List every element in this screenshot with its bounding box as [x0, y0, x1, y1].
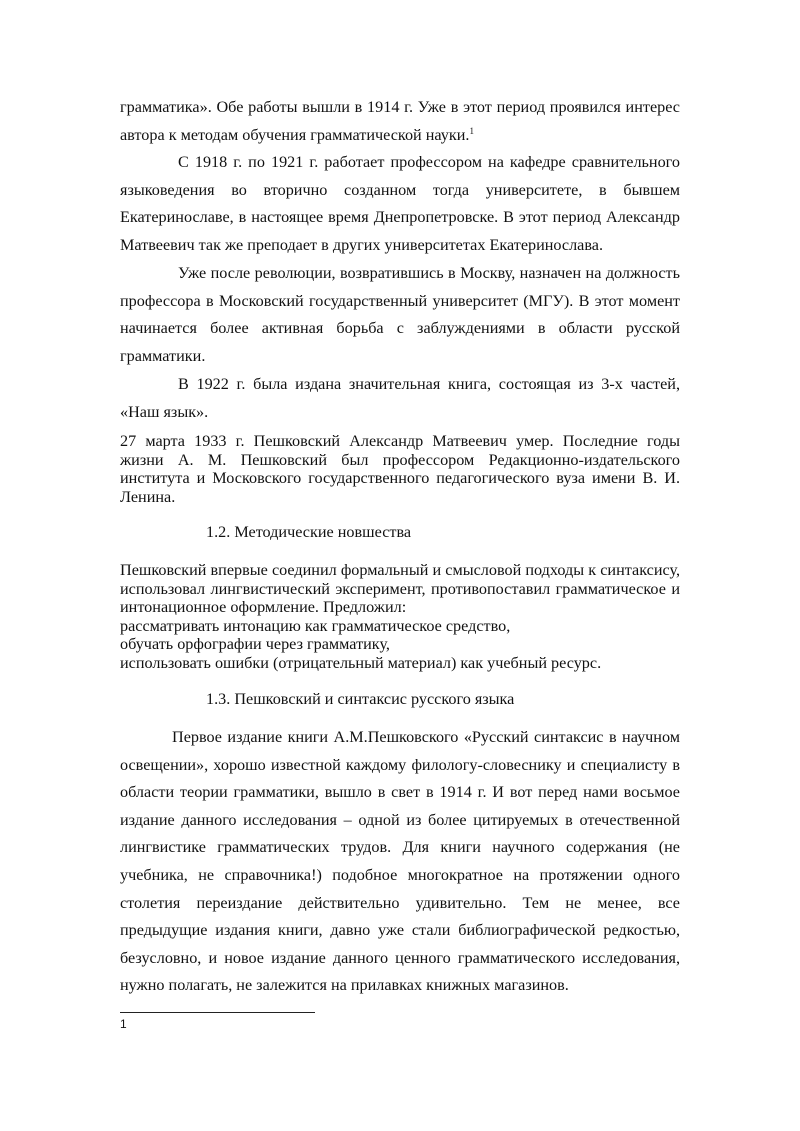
paragraph-nash-yazyk: В 1922 г. была издана значительная книга, состоящая из 3-х частей, «Наш язык».: [120, 375, 680, 421]
footnote-separator: [120, 1012, 315, 1013]
list-item: обучать орфографии через грамматику,: [120, 635, 390, 654]
paragraph-text: грамматика». Обе работы вышли в 1914 г. Уже в этот период проявился интерес автора к методам обучения грамматической науки.: [120, 98, 680, 144]
list-item: рассматривать интонацию как грамматическое средство,: [120, 616, 511, 635]
paragraph-death: 27 марта 1933 г. Пешковский Александр Матвеевич умер. Последние годы жизни А. М. Пешковский был профессором Редакционно-издательского института и Московского государственного педагогического вуза имени В. И. Ленина.: [120, 432, 680, 506]
paragraph-russian-syntax: Первое издание книги А.М.Пешковского «Русский синтаксис в научном освещении», хорошо известной каждому филологу-словеснику и специалисту в области теории грамматики, вышло в свет в 1914 г. И вот перед нами восьмое издание данного исследования – одной из более цитируемых в отечественной лингвистике грамматических трудов. Для книги научного содержания (не учебника, не справочника!) подобное многократное на протяжении одного столетия переиздание действительно удивительно. Тем не менее, все предыдущие издания книги, давно уже стали библиографической редкостью, безусловно, и новое издание данного ценного грамматического исследования, нужно полагать, не залежится на прилавках книжных магазинов.: [120, 728, 680, 995]
section-heading-1-2: 1.2. Методические новшества: [206, 523, 412, 541]
section-heading-1-3: 1.3. Пешковский и синтаксис русского языка: [206, 690, 515, 708]
footnote-reference[interactable]: 1: [469, 125, 474, 136]
list-item: использовать ошибки (отрицательный материал) как учебный ресурс.: [120, 653, 602, 672]
paragraph-text: Пешковский впервые соединил формальный и смысловой подходы к синтаксису, использовал лингвистический эксперимент, противопоставил грамматическое и интонационное оформление. Предложил:: [120, 561, 680, 617]
paragraph-moscow-university: Уже после революции, возвратившись в Москву, назначен на должность профессора в Московский государственный университет (МГУ). В этот момент начинается более активная борьба с заблуждениями в области русской грамматики.: [120, 264, 680, 365]
footnote-number: 1: [120, 1017, 127, 1031]
paragraph-works-published: [120, 94, 680, 149]
paragraph-methodical-innovations: [120, 561, 680, 673]
paragraph-ekaterinoslav: С 1918 г. по 1921 г. работает профессором на кафедре сравнительного языковедения во вторично созданном тогда университете, в бывшем Екатеринославе, в настоящее время Днепропетровске. В этот период Александр Матвеевич так же преподает в других университетах Екатеринослава.: [120, 153, 680, 254]
